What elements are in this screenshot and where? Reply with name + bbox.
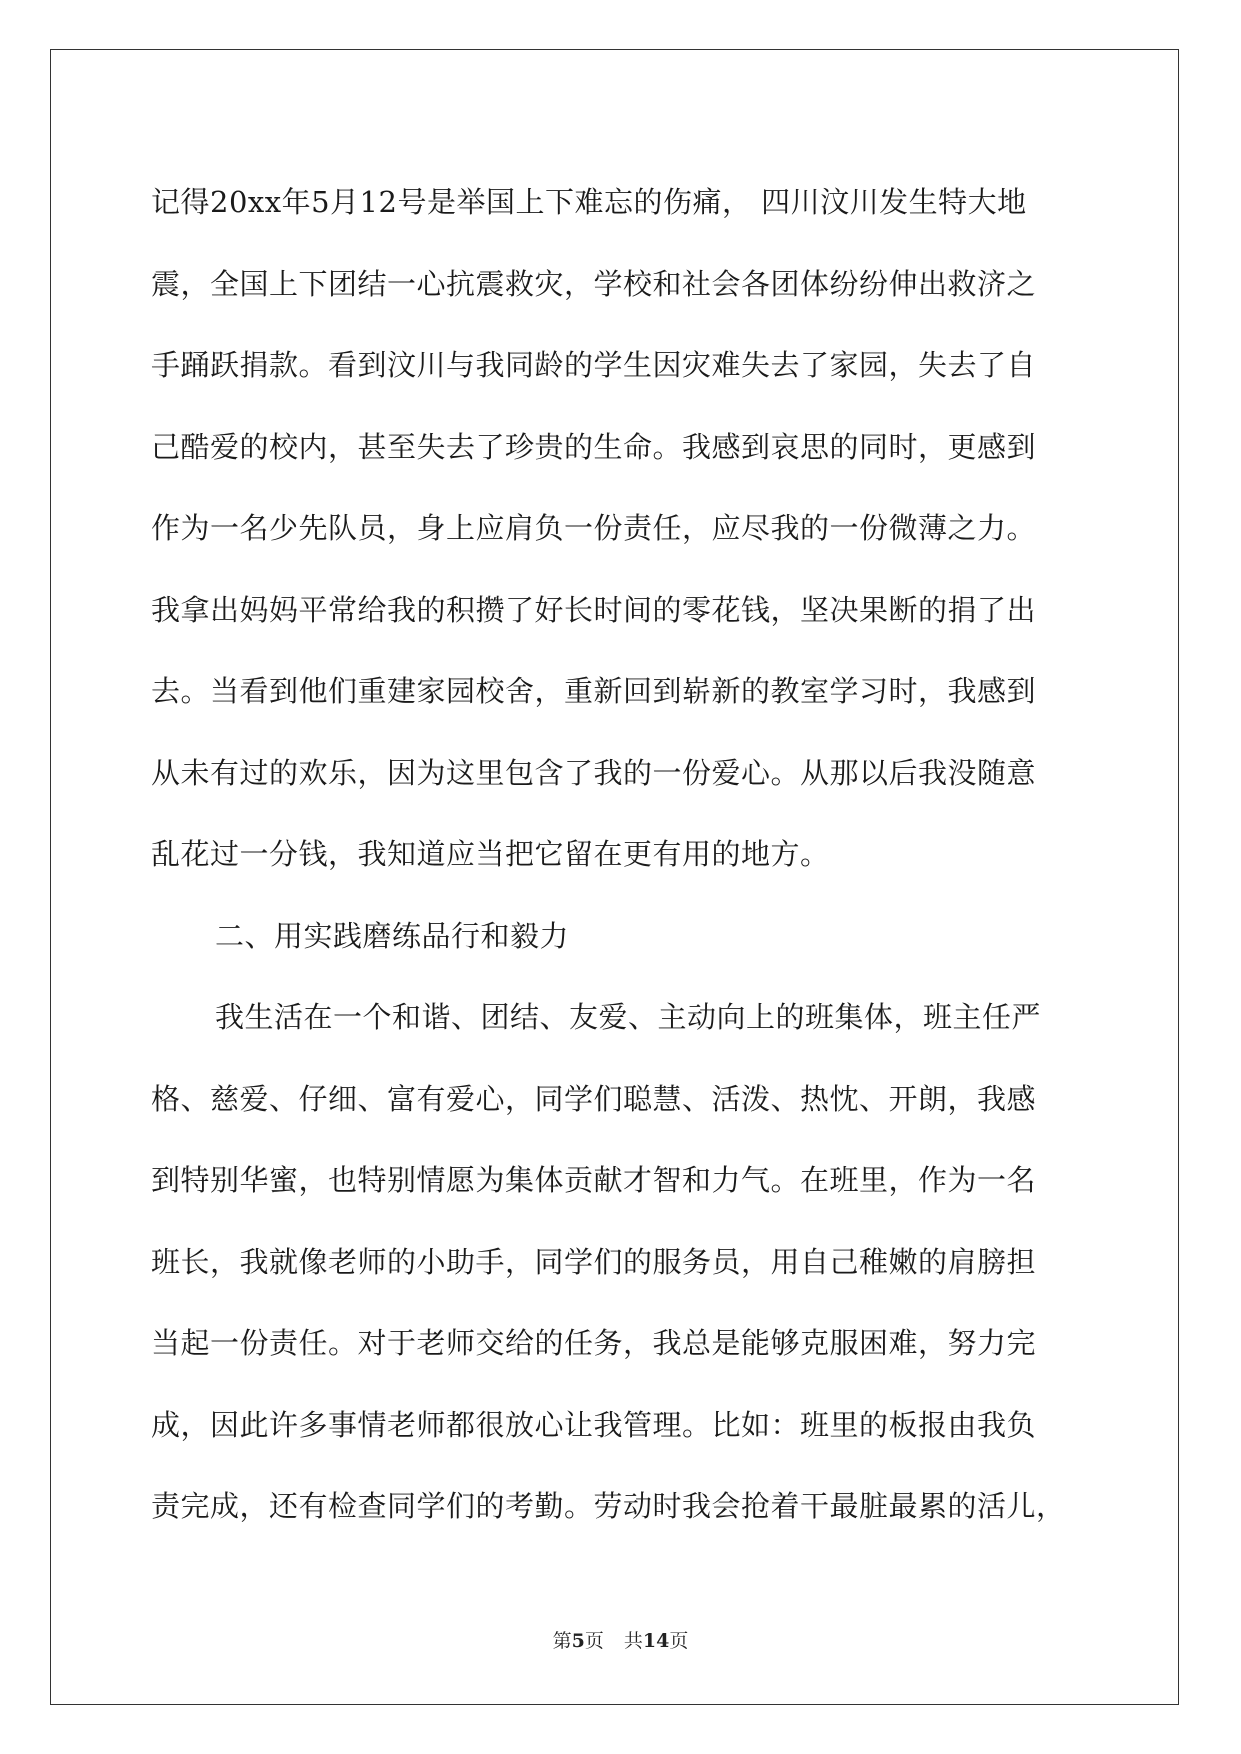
document-body	[151, 162, 1091, 1548]
text-line: 作为一名少先队员，身上应肩负一份责任，应尽我的一份微薄之力。	[151, 511, 1037, 545]
page-number: 5	[571, 1630, 585, 1652]
text-line: 成，因此许多事情老师都很放心让我管理。比如：班里的板报由我负	[151, 1407, 1037, 1442]
page-suffix: 页	[584, 1630, 604, 1652]
text-line: 班长，我就像老师的小助手，同学们的服务员，用自己稚嫩的肩膀担	[151, 1244, 1037, 1279]
text-line: 己酷爱的校内，甚至失去了珍贵的生命。我感到哀思的同时，更感到	[151, 429, 1037, 464]
text-line: 记得20xx年5月12号是举国上下难忘的伤痛， 四川汶川发生特大地	[151, 185, 1027, 219]
text-line: 震，全国上下团结一心抗震救灾，学校和社会各团体纷纷伸出救济之	[151, 266, 1037, 301]
text-line: 从未有过的欢乐，因为这里包含了我的一份爱心。从那以后我没随意	[151, 755, 1037, 790]
page-footer	[0, 1626, 1241, 1653]
section-heading: 二、用实践磨练品行和毅力	[215, 918, 570, 953]
text-line: 到特别华蜜，也特别情愿为集体贡献才智和力气。在班里，作为一名	[151, 1163, 1037, 1197]
text-line: 我生活在一个和谐、团结、友爱、主动向上的班集体，班主任严	[215, 1000, 1042, 1034]
total-prefix: 共	[623, 1630, 643, 1652]
text-line: 手踊跃捐款。看到汶川与我同龄的学生因灾难失去了家园，失去了自	[151, 348, 1037, 382]
page-prefix: 第	[552, 1630, 572, 1652]
text-line: 去。当看到他们重建家园校舍，重新回到崭新的教室学习时，我感到	[151, 674, 1037, 708]
text-line: 当起一份责任。对于老师交给的任务，我总是能够克服困难，努力完	[151, 1326, 1037, 1360]
text-line: 乱花过一分钱，我知道应当把它留在更有用的地方。	[151, 837, 830, 871]
total-pages: 14	[642, 1630, 670, 1652]
text-line: 格、慈爱、仔细、富有爱心，同学们聪慧、活泼、热忱、开朗，我感	[151, 1081, 1037, 1116]
total-suffix: 页	[669, 1630, 689, 1652]
text-line: 我拿出妈妈平常给我的积攒了好长时间的零花钱，坚决果断的捐了出	[151, 592, 1037, 627]
text-line: 责完成，还有检查同学们的考勤。劳动时我会抢着干最脏最累的活儿，	[151, 1489, 1066, 1523]
